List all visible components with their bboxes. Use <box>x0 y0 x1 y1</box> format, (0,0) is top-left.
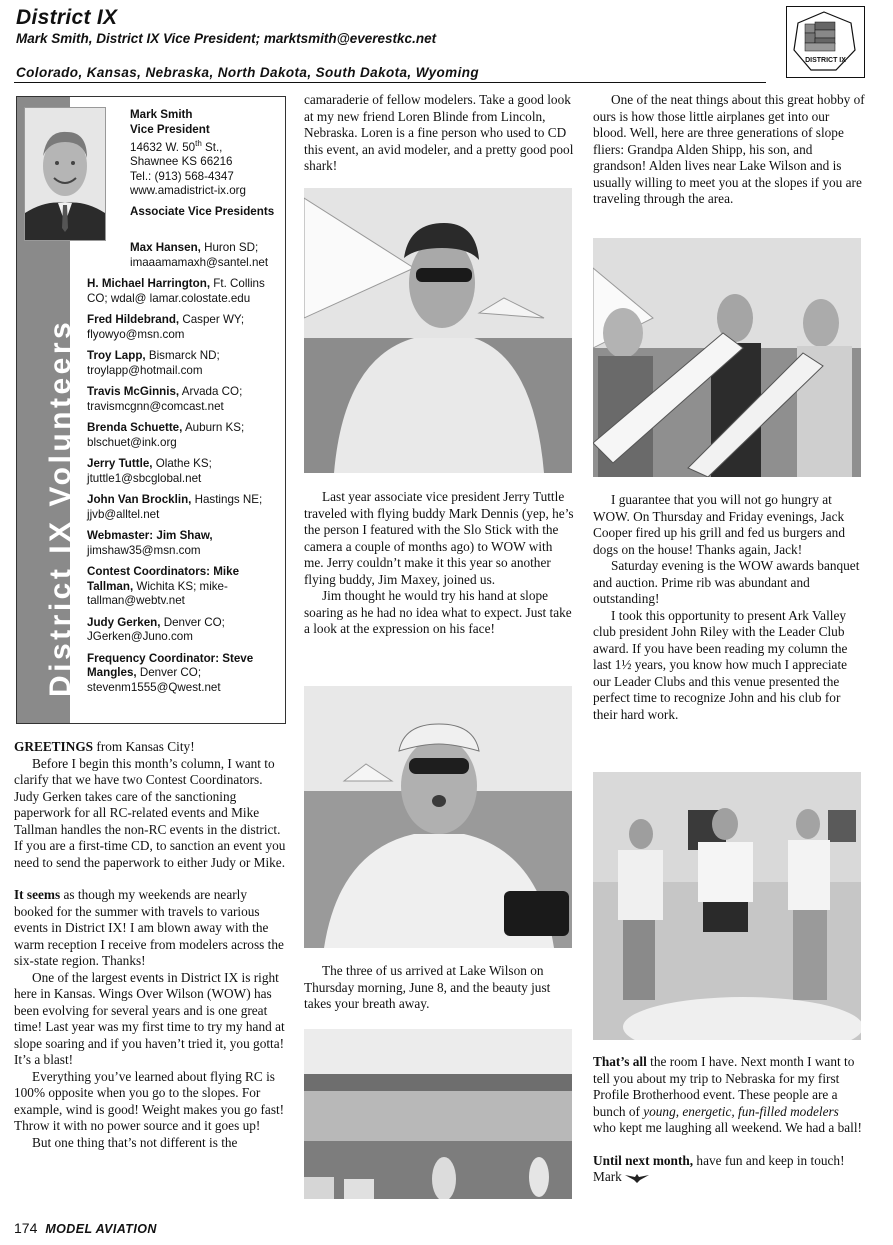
paragraph: Before I begin this month’s column, I want to clarify that we have two Contest Coordinators. Judy Gerken takes care of the sanctioning paperwork for all RC-related events and Mike Tallman handles the non-RC events in the district. If you are a first-time CD, to sanction an event you need to send the paperwork to either Judy or Mike. <box>14 755 286 870</box>
volunteer-entry: Judy Gerken, Denver CO; JGerken@Juno.com <box>87 615 225 643</box>
paragraph: Jim thought he would try his hand at slope soaring as he had no idea what to expect. Just take a look at the expression on his face! <box>304 588 572 636</box>
paragraph: Last year associate vice president Jerry Tuttle traveled with flying buddy Mark Dennis (yep, he’s the person I featured with the Slo Stick with the camera a couple of months ago) to WOW with me. Jerry couldn’t make it this year so another flying buddy, Jim Maxey, joined us. <box>304 489 574 587</box>
district-logo <box>786 6 865 78</box>
photo-jim-maxey <box>304 686 572 948</box>
volunteer-entry: Jerry Tuttle, Olathe KS; jtuttle1@sbcglobal.net <box>87 457 212 485</box>
district-states: Colorado, Kansas, Nebraska, North Dakota, South Dakota, Wyoming <box>16 65 480 80</box>
paragraph: But one thing that’s not different is the <box>32 1134 238 1150</box>
volunteer-entry: Max Hansen, Huron SD; imaaamamaxh@santel.net <box>130 241 269 269</box>
volunteer-entry: H. Michael Harrington, Ft. Collins CO; wdal@ lamar.colostate.edu <box>87 277 265 305</box>
volunteer-entry: Travis McGinnis, Arvada CO; travismcgnn@comcast.net <box>87 385 243 413</box>
magazine-name: MODEL AVIATION <box>45 1222 157 1236</box>
volunteers-box <box>16 96 286 724</box>
ama-wings-icon <box>625 1172 649 1184</box>
volunteer-entry: Troy Lapp, Bismarck ND; troylapp@hotmail.com <box>87 349 220 377</box>
avp-heading: Associate Vice Presidents <box>130 204 275 218</box>
vp-role: Vice President <box>130 122 210 136</box>
photo-three-generations <box>593 238 861 477</box>
column-3-text-mid <box>593 492 865 723</box>
vp-website[interactable]: www.amadistrict-ix.org <box>130 184 246 198</box>
column-2-text-bottom <box>304 963 574 1013</box>
paragraph: Until next month, have fun and keep in touch! Mark <box>593 1152 845 1184</box>
column-1-text <box>14 739 286 1151</box>
column-3-text-bottom <box>593 1054 865 1186</box>
volunteer-entry: Webmaster: Jim Shaw, jimshaw35@msn.com <box>87 529 213 557</box>
photo-loren-blinde <box>304 188 572 473</box>
volunteer-entry: Frequency Coordinator: Steve Mangles, Denver CO; stevenm1555@Qwest.net <box>87 651 254 694</box>
paragraph: One of the neat things about this great hobby of ours is how those little airplanes get into our blood. Well, here are three generations of slope fliers: Grandpa Alden Shipp, his son, and grandson! Alden lives near Lake Wilson and is usually willing to meet you at the slopes if you are traveling through the area. <box>593 92 865 206</box>
paragraph: I took this opportunity to present Ark Valley club president John Riley with the Leader Club award. If you have been reading my column the last 1½ years, you know how much I appreciate our Leader Clubs and this venue presented the perfect time to recognize John and his club for their hard work. <box>593 607 848 722</box>
column-2-text-top <box>304 92 574 175</box>
volunteer-entry: Contest Coordinators: Mike Tallman, Wichita KS; mike-tallman@webtv.net <box>87 565 240 607</box>
column-2-text-mid <box>304 489 574 638</box>
paragraph: Saturday evening is the WOW awards banquet and auction. Prime rib was abundant and outstanding! <box>593 558 860 606</box>
paragraph: GREETINGS from Kansas City! <box>14 739 195 754</box>
volunteer-list <box>87 241 283 702</box>
vp-contact <box>130 108 283 219</box>
paragraph: That’s all the room I have. Next month I want to tell you about my trip to Nebraska for my first Profile Brotherhood event. These people are a bunch of young, energetic, fun-filled modelers who kept me laughing all weekend. We had a ball! <box>593 1054 862 1135</box>
vp-phone: Tel.: (913) 568-4347 <box>130 169 234 183</box>
page-title: District IX <box>16 6 118 29</box>
page-subtitle: Mark Smith, District IX Vice President; marktsmith@everestkc.net <box>16 31 437 46</box>
paragraph: The three of us arrived at Lake Wilson on Thursday morning, June 8, and the beauty just takes your breath away. <box>304 963 551 1011</box>
page-number: 174 <box>14 1220 38 1236</box>
paragraph: One of the largest events in District IX is right here in Kansas. Wings Over Wilson (WOW) has been evolving for several years and is one great time! Last year was my first time to try my hand at slope soaring and if you haven’t tried it, you gotta! It’s a blast! <box>14 969 285 1067</box>
page-footer <box>14 1220 157 1236</box>
district-logo-label: DISTRICT IX <box>805 57 846 64</box>
paragraph: I guarantee that you will not go hungry at WOW. On Thursday and Friday evenings, Jack Cooper fired up his grill and fed us burgers and dogs on the house! Thanks again, Jack! <box>593 492 845 557</box>
paragraph: camaraderie of fellow modelers. Take a good look at my new friend Loren Blinde from Lincoln, Nebraska. Loren is a fine person who used to CD this event, an avid modeler, and a pretty good pool shark! <box>304 92 574 173</box>
vp-city: Shawnee KS 66216 <box>130 155 233 169</box>
photo-lake-wilson <box>304 1029 572 1199</box>
column-3-text-top <box>593 92 865 208</box>
vp-street: 14632 W. 50th St., <box>130 139 223 154</box>
photo-leader-club-award <box>593 772 861 1040</box>
vp-portrait-photo <box>24 107 106 241</box>
volunteer-entry: Brenda Schuette, Auburn KS; blschuet@ink.org <box>87 421 245 449</box>
volunteers-strip-title: District IX Volunteers <box>44 318 77 697</box>
volunteer-entry: Fred Hildebrand, Casper WY; flyowyo@msn.com <box>87 313 245 341</box>
paragraph: It seems as though my weekends are nearly booked for the summer with travels to various events in District IX! I am blown away with the warm reception I receive from modelers across the six-state region. Thanks! <box>14 887 284 968</box>
paragraph: Everything you’ve learned about flying RC is 100% opposite when you go to the slopes. For example, wind is good! Weight makes you go fast! Throw it with no power source and it goes up! <box>14 1068 285 1133</box>
vp-name: Mark Smith <box>130 108 193 121</box>
volunteer-entry: John Van Brocklin, Hastings NE; jjvb@alltel.net <box>87 493 263 521</box>
header-rule <box>14 82 766 83</box>
